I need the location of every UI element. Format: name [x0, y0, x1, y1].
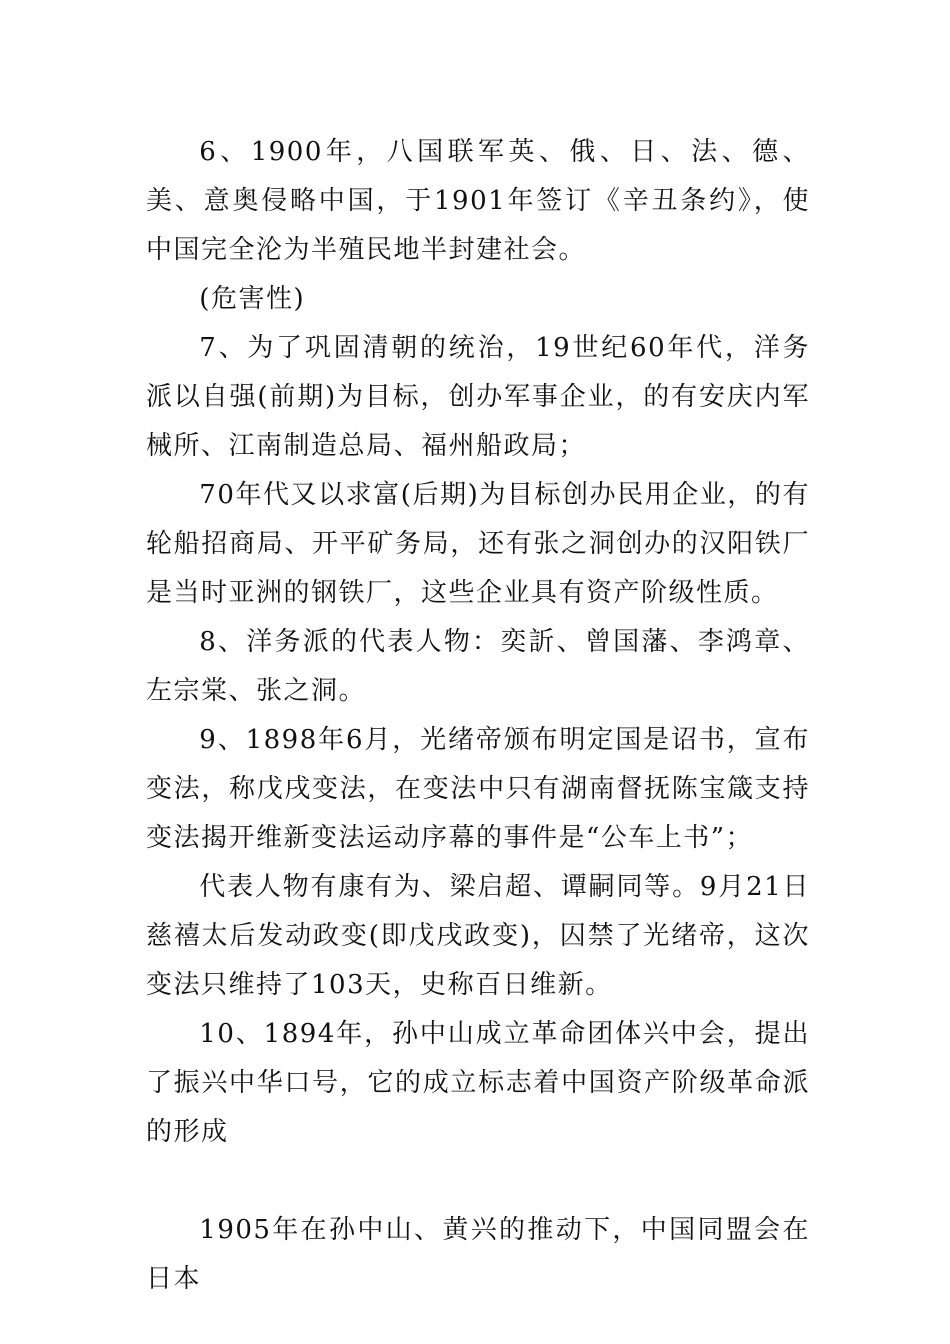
paragraph-westernization-figures: 8、洋务派的代表人物：奕訢、曾国藩、李鸿章、左宗棠、张之洞。 — [146, 627, 810, 706]
paragraph-self-strengthening: 7、为了巩固清朝的统治，19世纪60年代，洋务派以自强(前期)为目标，创办军事企业，的有安庆内军械所、江南制造总局、福州船政局； — [146, 333, 810, 461]
blank-line — [146, 1157, 810, 1206]
paragraph-boxer-protocol: 6、1900年，八国联军英、俄、日、法、德、美、意奥侵略中国，于1901年签订《辛丑条约》，使中国完全沦为半殖民地半封建社会。 — [146, 137, 810, 265]
document-body — [146, 128, 810, 1304]
paragraph-tongmenghui: 1905年在孙中山、黄兴的推动下，中国同盟会在日本 — [146, 1215, 810, 1294]
paragraph-revive-china-society: 10、1894年，孙中山成立革命团体兴中会，提出了振兴中华口号，它的成立标志着中国资产阶级革命派的形成 — [146, 1019, 810, 1147]
paragraph-hundred-days-reform: 9、1898年6月，光绪帝颁布明定国是诏书，宣布变法，称戊戌变法，在变法中只有湖南督抚陈宝箴支持变法揭开维新变法运动序幕的事件是“公车上书”； — [146, 725, 810, 853]
paragraph-reform-figures: 代表人物有康有为、梁启超、谭嗣同等。9月21日慈禧太后发动政变(即戊戌政变)，囚禁了光绪帝，这次变法只维持了103天，史称百日维新。 — [146, 872, 810, 1000]
paragraph-seeking-wealth: 70年代又以求富(后期)为目标创办民用企业，的有轮船招商局、开平矿务局，还有张之洞创办的汉阳铁厂是当时亚洲的钢铁厂，这些企业具有资产阶级性质。 — [146, 480, 810, 608]
paragraph-harm-note: (危害性) — [199, 284, 306, 314]
